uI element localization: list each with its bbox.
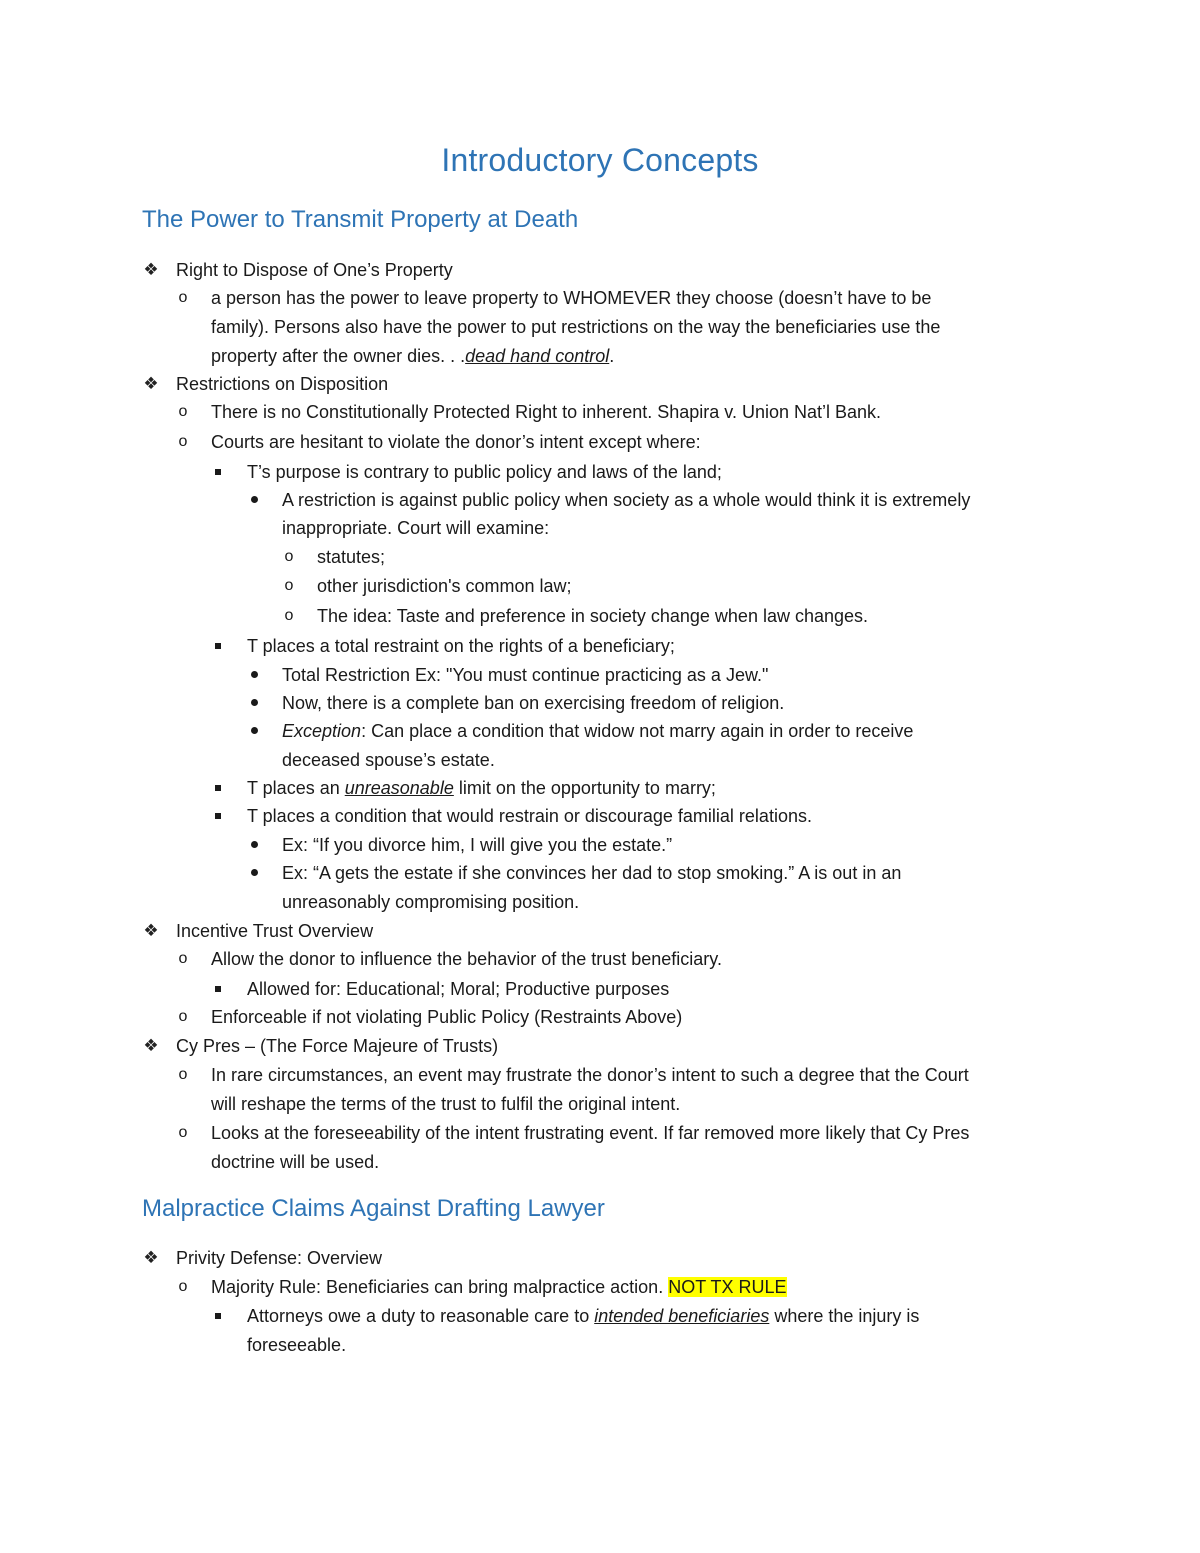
circle-bullet-icon: o [284, 548, 294, 565]
circle-bullet-icon: o [178, 1008, 188, 1025]
list-item: Restrictions on Disposition [176, 374, 389, 394]
dead-hand-control-term: dead hand control [465, 346, 610, 366]
section-heading-power: The Power to Transmit Property at Death [142, 206, 579, 233]
list-item: Ex: “A gets the estate if she convinces her dad to stop smoking.” A is out in an [282, 863, 902, 883]
circle-bullet-icon: o [178, 433, 188, 450]
circle-bullet-icon: o [284, 607, 294, 624]
circle-bullet-icon: o [178, 950, 188, 967]
page-title: Introductory Concepts [441, 142, 759, 178]
intended-beneficiaries-term: intended beneficiaries [594, 1306, 770, 1326]
circle-bullet-icon: o [178, 1278, 188, 1295]
list-item: a person has the power to leave property to WHOMEVER they choose (doesn’t have to be [211, 288, 932, 308]
list-item: A restriction is against public policy when society as a whole would think it is extremely [282, 490, 971, 510]
square-bullet-icon [211, 975, 225, 1003]
list-item: statutes; [317, 547, 386, 567]
diamond-bullet-icon: ❖ [143, 921, 159, 940]
list-item: Courts are hesitant to violate the donor’s intent except where: [211, 432, 701, 452]
list-item-continuation: deceased spouse’s estate. [282, 750, 495, 770]
circle-bullet-icon: o [178, 403, 188, 420]
list-item: Cy Pres – (The Force Majeure of Trusts) [176, 1036, 499, 1056]
list-item-continuation: unreasonably compromising position. [282, 892, 580, 912]
list-item-continuation: inappropriate. Court will examine: [282, 518, 550, 538]
list-item: T places a total restraint on the rights of a beneficiary; [247, 636, 675, 656]
not-tx-rule-highlight: NOT TX RULE [668, 1277, 787, 1297]
list-item: T’s purpose is contrary to public policy and laws of the land; [247, 462, 722, 482]
unreasonable-term: unreasonable [344, 778, 454, 798]
list-item: Right to Dispose of One’s Property [176, 260, 453, 280]
list-item: T places an unreasonable limit on the opportunity to marry; [247, 778, 716, 798]
circle-bullet-icon: o [178, 1124, 188, 1141]
list-item: Looks at the foreseeability of the intent frustrating event. If far removed more likely that Cy Pres [211, 1123, 970, 1143]
list-item: Exception: Can place a condition that widow not marry again in order to receive [282, 721, 914, 741]
list-item-continuation: doctrine will be used. [211, 1152, 380, 1172]
list-item-continuation: property after the owner dies. . .dead hand control. [211, 346, 615, 366]
list-item: Allowed for: Educational; Moral; Productive purposes [247, 979, 670, 999]
list-item: Majority Rule: Beneficiaries can bring malpractice action. NOT TX RULE [211, 1277, 787, 1297]
square-bullet-icon [211, 1302, 225, 1330]
list-item: There is no Constitutionally Protected Right to inherent. Shapira v. Union Nat’l Bank. [211, 402, 882, 422]
dot-bullet-icon [247, 717, 261, 745]
list-item: Now, there is a complete ban on exercising freedom of religion. [282, 693, 785, 713]
diamond-bullet-icon: ❖ [143, 1248, 159, 1267]
list-item: Total Restriction Ex: "You must continue practicing as a Jew." [282, 665, 769, 685]
dot-bullet-icon [247, 831, 261, 859]
diamond-bullet-icon: ❖ [143, 1036, 159, 1055]
square-bullet-icon [211, 458, 225, 486]
dot-bullet-icon [247, 689, 261, 717]
list-item: In rare circumstances, an event may frustrate the donor’s intent to such a degree that the Court [211, 1065, 969, 1085]
circle-bullet-icon: o [284, 577, 294, 594]
diamond-bullet-icon: ❖ [143, 260, 159, 279]
list-item: The idea: Taste and preference in society change when law changes. [317, 606, 869, 626]
list-item: Incentive Trust Overview [176, 921, 374, 941]
list-item: T places a condition that would restrain or discourage familial relations. [247, 806, 812, 826]
circle-bullet-icon: o [178, 289, 188, 306]
dot-bullet-icon [247, 661, 261, 689]
list-item: Privity Defense: Overview [176, 1248, 383, 1268]
section-heading-malpractice: Malpractice Claims Against Drafting Lawyer [142, 1195, 605, 1222]
list-item: Ex: “If you divorce him, I will give you the estate.” [282, 835, 673, 855]
list-item: Attorneys owe a duty to reasonable care to intended beneficiaries where the injury is [247, 1306, 920, 1326]
exception-term: Exception [282, 721, 362, 741]
list-item: Allow the donor to influence the behavior of the trust beneficiary. [211, 949, 722, 969]
square-bullet-icon [211, 632, 225, 660]
square-bullet-icon [211, 774, 225, 802]
list-item-continuation: family). Persons also have the power to put restrictions on the way the beneficiaries use the [211, 317, 941, 337]
list-item-continuation: will reshape the terms of the trust to fulfil the original intent. [211, 1094, 681, 1114]
list-item-continuation: foreseeable. [247, 1335, 347, 1355]
list-item: Enforceable if not violating Public Policy (Restraints Above) [211, 1007, 683, 1027]
square-bullet-icon [211, 802, 225, 830]
dot-bullet-icon [247, 486, 261, 514]
diamond-bullet-icon: ❖ [143, 374, 159, 393]
list-item: other jurisdiction's common law; [317, 576, 572, 596]
dot-bullet-icon [247, 859, 261, 887]
circle-bullet-icon: o [178, 1066, 188, 1083]
